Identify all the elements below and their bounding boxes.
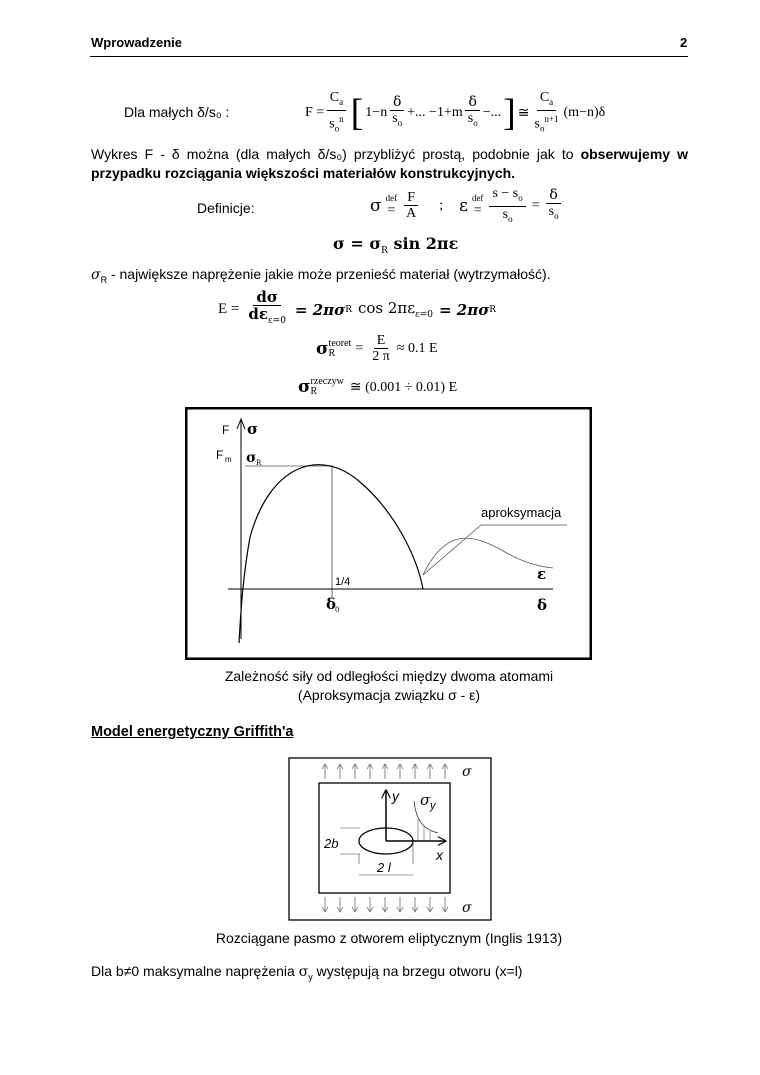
eq-lhs: F = [305, 105, 325, 121]
label-aproksymacja: aproksymacja [481, 505, 562, 520]
label-sigma: σ [247, 420, 259, 438]
label-eps: ε [537, 565, 547, 583]
frac-delta-so-2: $\frac{\delta}{s_o}$ [465, 95, 481, 131]
label-sigma-bottom: σ [462, 900, 472, 916]
label-2b: 2b [324, 836, 339, 851]
frac-ca-sn: $\frac{C_a}{s_o^n}$ [326, 90, 346, 136]
label-sigmaR-sub: R [256, 459, 262, 467]
intro-label: Dla małych δ/s₀ : [124, 104, 230, 120]
frac-delta-so-1: $\frac{\delta}{s_o}$ [389, 95, 405, 131]
frac-F-A: $\frac{F}{A}$ [406, 190, 417, 222]
final-paragraph: Dla b≠0 maksymalne naprężenia $\sigma_y$ występują na brzegu otworu (x=l) [91, 963, 523, 982]
bracket-close: ] [503, 92, 516, 135]
frac-s-so: $\frac{s - s_o}{s_o}$ [489, 186, 525, 227]
figure-caption-2: Rozciągane pasmo z otworem eliptycznym (Inglis 1913) [215, 930, 563, 946]
griffith-plate-figure [288, 757, 492, 921]
eq-tail: −... [482, 105, 502, 121]
frac-ca-sn1: $\frac{C_a}{s_o^{n+1}}$ [534, 90, 559, 134]
frac-delta-so: $\frac{\delta}{s_o}$ [546, 188, 562, 224]
force-curve [239, 465, 423, 643]
label-sigma-y: σ [420, 791, 431, 809]
paragraph-wykres: Wykres F - δ można (dla małych δ/s₀) przybliżyć prostą, podobnie jak to obserwujemy w przypadku rozciągania większości materiałów konstrukcyjnych. [91, 146, 688, 181]
stress-arrows [418, 819, 430, 841]
eq-mid: +... −1+m [407, 105, 463, 121]
equation-sin: $\sigma = \sigma_R$ sin 2πε [333, 234, 459, 257]
label-sigma-y-sub: y [430, 800, 436, 812]
equation-rzeczyw: σ rzeczyw R ≅ (0.001 ÷ 0.01) E [298, 376, 458, 397]
bracket-open: [ [350, 92, 364, 135]
label-Fm-sub: m [225, 455, 232, 464]
label-x: x [436, 847, 443, 863]
equation-E: E = $\frac{d\sigma}{d\varepsilon_{\varepsilon=0}}$ = 2πσ R $\cos 2\pi\varepsilon_{\varepsilon=0}$ = 2πσ R [218, 288, 497, 326]
eq-one-minus-n: 1−n [365, 105, 388, 121]
force-distance-graph [185, 407, 592, 660]
label-delta0-sub: 0 [335, 606, 340, 614]
arrows-top [322, 764, 448, 779]
aproksymacja-leader [423, 525, 481, 575]
header-title: Wprowadzenie [91, 35, 183, 50]
arrows-bottom [322, 897, 448, 912]
eq-approx: ≅ [517, 105, 530, 121]
label-Fm: F [216, 448, 224, 462]
label-sigma-top: σ [462, 764, 472, 780]
approximation-curve [423, 538, 553, 575]
label-sigmaR: σ [246, 450, 257, 466]
paragraph-sigmaR: $\sigma_R$ - największe naprężenie jakie może przenieść materiał (wytrzymałość). [91, 266, 551, 285]
definitions-equations: σ def = $\frac{F}{A}$ ; ε def = $\frac{s - s_o}{s_o}$ = $\frac{\delta}{s_o}$ [370, 186, 564, 227]
label-delta: δ [537, 596, 548, 614]
label-quarter: 1/4 [335, 576, 351, 588]
label-F: F [222, 423, 230, 437]
header-rule [90, 56, 688, 57]
equation-teoret: σ teoret R = $\frac{E}{2 \pi}$ ≈ 0.1 E [316, 333, 438, 364]
figure-caption-1: Zależność siły od odległości między dwoma atomami (Aproksymacja związku σ - ε) [224, 668, 554, 703]
label-2l: 2 l [377, 860, 391, 875]
section-title: Model energetyczny Griffith'a [91, 724, 294, 740]
definitions-label: Definicje: [197, 200, 255, 216]
equation-force [305, 90, 605, 136]
label-delta0: δ [326, 595, 337, 613]
page-number: 2 [680, 35, 688, 50]
label-y: y [392, 788, 399, 804]
graph-frame [186, 408, 591, 659]
eq-mn: (m−n)δ [563, 105, 606, 121]
